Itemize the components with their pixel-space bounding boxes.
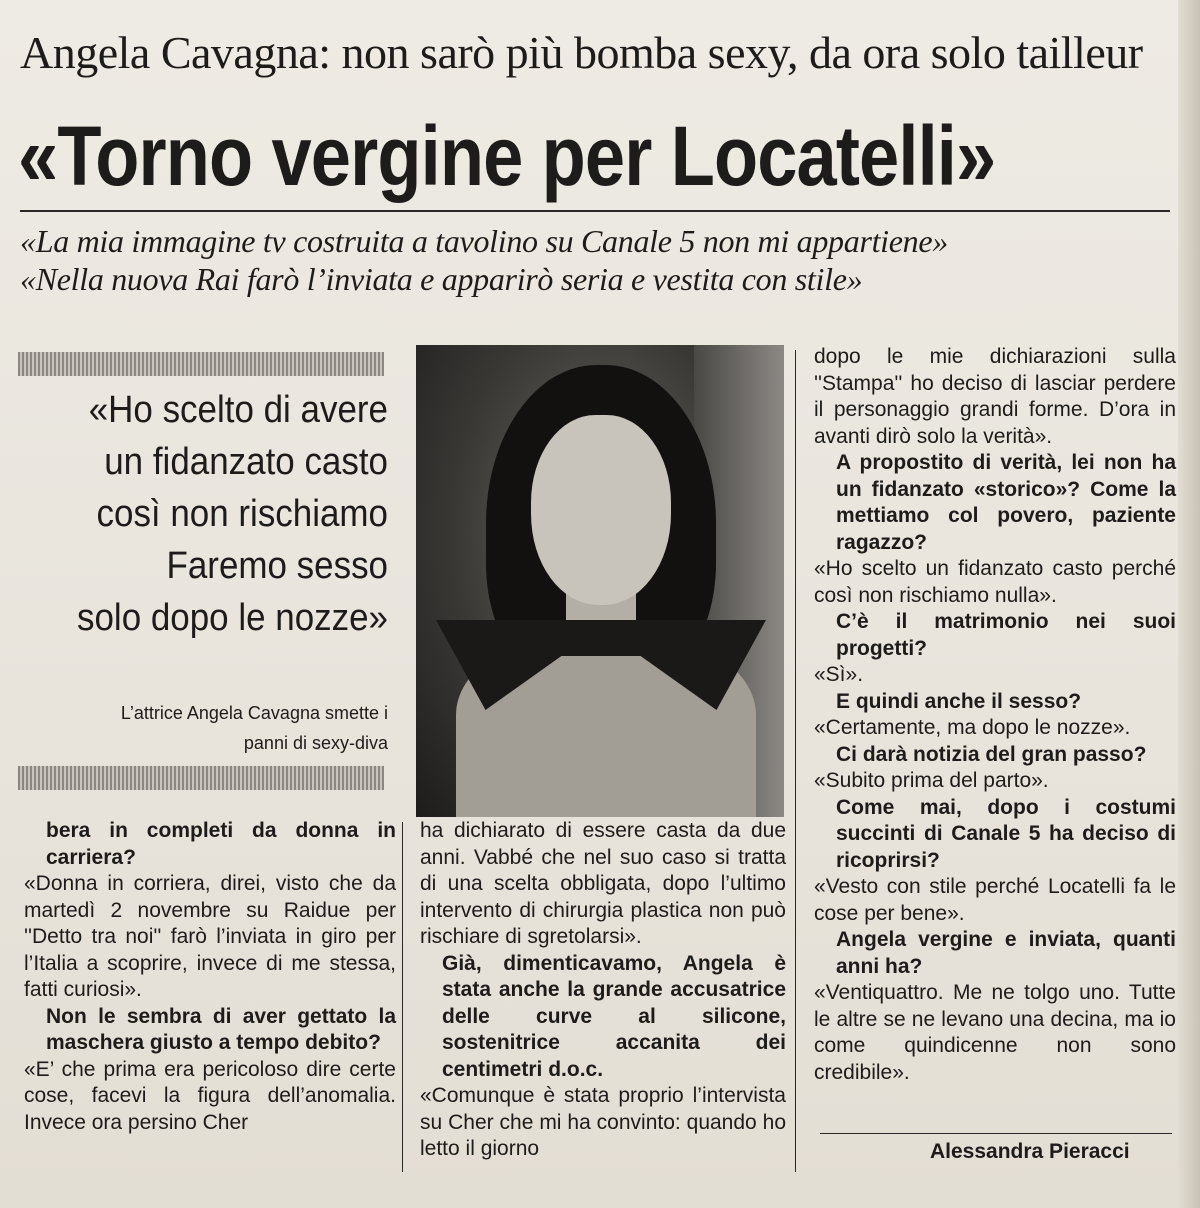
subhead-1: «La mia immagine tv costruita a tavolino su Canale 5 non mi appartiene» xyxy=(20,223,948,259)
interview-answer: «Ho scelto un fidanzato casto perché così non rischiamo nulla». xyxy=(814,557,1176,607)
interview-answer: dopo le mie dichiarazioni sulla ''Stampa'' ho deciso di lasciar perdere il personaggio grandi forme. D’ora in avanti dirò solo la verità». xyxy=(814,345,1176,448)
page-edge xyxy=(1178,0,1200,1208)
byline: Alessandra Pieracci xyxy=(930,1140,1130,1163)
pull-quote-line: così non rischiamo xyxy=(96,493,389,535)
interview-question: Ci darà notizia del gran passo? xyxy=(836,742,1147,766)
caption-line: panni di sexy-diva xyxy=(243,733,388,753)
article-column-1 xyxy=(24,818,396,1136)
caption-line: L’attrice Angela Cavagna smette i xyxy=(120,703,388,723)
portrait-photo xyxy=(416,345,784,817)
column-rule xyxy=(402,822,403,1172)
interview-answer: «Ventiquattro. Me ne tolgo uno. Tutte le altre se ne levano una decina, ma io come quindicenne non sono credibile». xyxy=(814,981,1176,1084)
column-rule xyxy=(795,350,796,1172)
headline-rule xyxy=(20,210,1170,212)
interview-answer: «Sì». xyxy=(814,663,864,686)
interview-question: A propostito di verità, lei non ha un fidanzato «storico»? Come la mettiamo col povero, paziente ragazzo? xyxy=(836,451,1176,554)
pull-quote-line: «Ho scelto di avere xyxy=(88,389,388,431)
interview-answer: «Donna in corriera, direi, visto che da martedì 2 novembre su Raidue per ''Detto tra noi'' farò l’inviata in giro per l’Italia a scoprire, invece di me stessa, fatti curiosi». xyxy=(24,872,396,1001)
interview-answer: «Comunque è stata proprio l’intervista su Cher che mi ha convinto: quando ho letto il giorno xyxy=(420,1084,786,1160)
shade-bar-bottom xyxy=(18,766,384,790)
subhead-2: «Nella nuova Rai farò l’inviata e apparirò seria e vestita con stile» xyxy=(20,261,863,297)
interview-question: bera in completi da donna in carriera? xyxy=(46,819,396,869)
interview-answer: ha dichiarato di essere casta da due anni. Vabbé che nel suo caso si tratta di una scelta obbligata, dopo l’ultimo intervento di chirurgia plastica non può rischiare di sgretolarsi». xyxy=(420,819,786,948)
photo-caption xyxy=(28,698,388,758)
interview-answer: «Certamente, ma dopo le nozze». xyxy=(814,716,1131,739)
pull-quote-line: un fidanzato casto xyxy=(104,441,388,483)
byline-rule xyxy=(820,1133,1172,1134)
interview-question: Angela vergine e inviata, quanti anni ha? xyxy=(836,928,1176,978)
interview-question: Come mai, dopo i costumi succinti di Canale 5 ha deciso di ricoprirsi? xyxy=(836,795,1176,872)
interview-question: Non le sembra di aver gettato la maschera giusto a tempo debito? xyxy=(46,1004,396,1054)
pull-quote-line: solo dopo le nozze» xyxy=(77,597,389,639)
pull-quote-line: Faremo sesso xyxy=(166,545,388,587)
shade-bar-top xyxy=(18,352,384,376)
article-column-3 xyxy=(814,344,1176,1086)
pull-quote xyxy=(57,384,388,644)
interview-answer: «Subito prima del parto». xyxy=(814,769,1049,792)
interview-question: C’è il matrimonio nei suoi progetti? xyxy=(836,610,1176,660)
interview-answer: «Vesto con stile perché Locatelli fa le cose per bene». xyxy=(814,875,1176,925)
interview-question: E quindi anche il sesso? xyxy=(836,689,1082,713)
article-column-2 xyxy=(420,818,786,1163)
headline: «Torno vergine per Locatelli» xyxy=(18,109,996,203)
kicker: Angela Cavagna: non sarò più bomba sexy, da ora solo tailleur xyxy=(20,27,1143,78)
interview-question: Già, dimenticavamo, Angela è stata anche la grande accusatrice delle curve al silicone, sostenitrice accanita dei centimetri d.o.c. xyxy=(442,951,786,1081)
interview-answer: «E’ che prima era pericoloso dire certe cose, facevi la figura dell’anomalia. Invece ora persino Cher xyxy=(24,1057,396,1134)
